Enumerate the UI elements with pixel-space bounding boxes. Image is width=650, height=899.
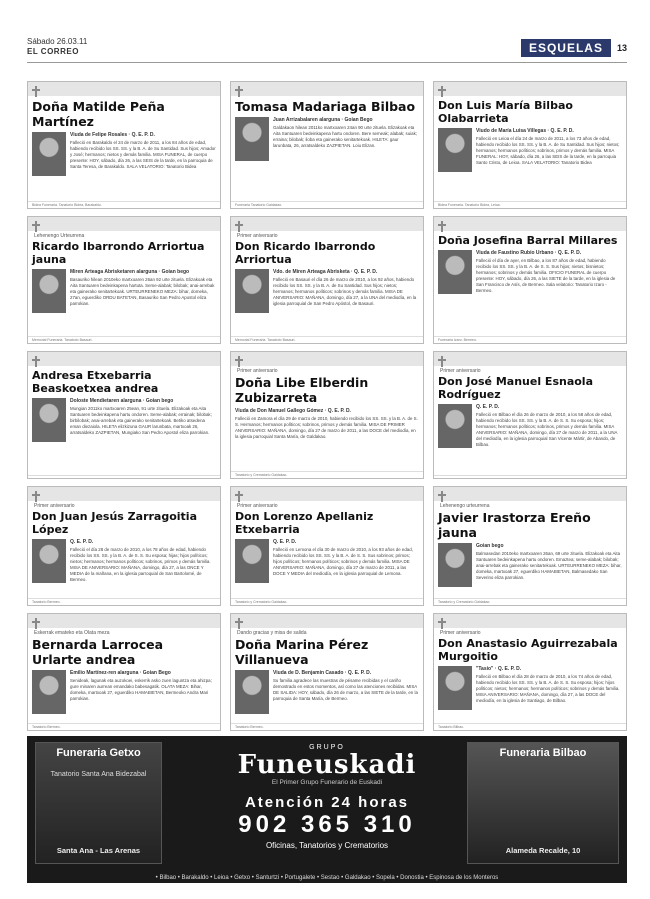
card-band	[231, 487, 423, 501]
card-role: Q. E. P. D.	[70, 539, 94, 545]
deceased-photo	[32, 132, 66, 176]
deceased-name: Ricardo Ibarrondo Arriortua jauna	[32, 240, 205, 266]
cross-icon	[438, 356, 446, 367]
deceased-photo	[235, 670, 269, 714]
deceased-name: Andresa Etxebarria Beaskoetxea andrea	[32, 369, 159, 395]
deceased-name: Tomasa Madariaga Bilbao	[235, 99, 416, 114]
cross-icon	[235, 86, 243, 97]
card-role: Viuda de D. Benjamín Casado · Q. E. P. D.	[273, 670, 372, 676]
header-left	[27, 37, 87, 57]
card-role: Viudo de María Luisa Villegas · Q. E. P. D.	[476, 128, 574, 134]
card-text: Galdakaon hilean 2011ko martxoaren 24an 90 urte zituela. Elizakoak eta Aita Santuaren bedeinkapena hartu ondoren. Bere semeak; alabak; suiak; erraina; bilobak; iloba eta gainerako senitartekoak. HILETA: gaur larunbata, 26, arratsaldeko ZAZPIETAN. Loiu Elizan.	[273, 125, 418, 148]
card-role: Viuda de Faustino Rubio Urbano · Q. E. P. D.	[476, 250, 582, 256]
card-footer: Bidea Funeraria. Tanatorio Bidea, Barakaldo.	[28, 201, 220, 208]
card-footer	[28, 475, 220, 478]
header-rule	[27, 62, 627, 63]
card-role: Doloste Mendietaren alarguna · Goian bego	[70, 398, 174, 404]
card-text: Falleció en Basauri el día 26 de marzo de 2010, a los 92 años, habiendo recibido los SS. SS. y la B. A. de Su Santidad. Sus hijos; nietos; hermanos; hermanos políticos; sobrinos y demás familia. MISA DE ANIVERSARIO: MAÑANA, domingo, día 27, a la UNA del mediodía, en la iglesia parroquial de San Pedro Apóstol, de Basauri.	[273, 277, 417, 306]
card-band	[231, 217, 423, 231]
card-role: Viuda de Felipe Rosales · Q. E. P. D.	[70, 132, 155, 138]
card-band	[231, 614, 423, 628]
header-right	[521, 39, 627, 57]
deceased-photo	[438, 543, 472, 587]
card-text: Mungian 2011ko martxoaren 25ean, 91 urte zituela. Elizakoak eta Aita Santuaren bedeinkapena hartu ondoren. Seme-alabak; errainak; bilobak; birbilobak; anai-arrebak eta gainerako senitartekoak. Betiko atsedena eman diezaiola. HILETA elizkizuna GAUR larunbata, martxoak 26, arratsaldeko ZAZPIETAN, Mungiako San Pedro Apostol eliza parrokian.	[70, 406, 212, 435]
deceased-name: Doña Marina Pérez Villanueva	[235, 637, 369, 667]
card-footer: Memorial Funeraria. Tanatorio Basauri.	[231, 336, 423, 343]
deceased-photo	[438, 666, 472, 710]
card-preheading: Primer aniversario	[440, 368, 481, 374]
phone-number: 902 365 310	[238, 811, 416, 838]
card-text: Falleció en Lemona el día 30 de marzo de 2010, a los 93 años de edad, habiendo recibido los SS. SS. y la B. A. de S. S. Sus sobrinos; primos; hijos políticos; hermanos políticos; sobrinos y demás familia. MISA DE ANIVERSARIO: MAÑANA, domingo, día 27 de marzo de 2011, a las DOCE Y MEDIA del mediodía, en la iglesia parroquial de Lemona.	[273, 547, 413, 576]
card-preheading: Primer aniversario	[34, 503, 75, 509]
ad-center	[177, 744, 477, 850]
card-preheading: Eskerrak emateko eta Olata meza	[34, 630, 110, 636]
getxo-building-photo	[35, 742, 162, 864]
cross-icon	[438, 618, 446, 629]
deceased-name: Don Juan Jesús Zarragoitia López	[32, 510, 197, 536]
card-footer: Memorial Funeraria. Tanatorio Basauri.	[28, 336, 220, 343]
card-footer: Bidea Funeraria. Tanatorio Bidea, Leioa.	[434, 201, 626, 208]
obituary-card	[433, 216, 627, 344]
card-text: Falleció en Bilbao el día 28 de marzo de 2010, a los 74 años de edad, habiendo recibido los SS. SS. y la B. A. de S. S. Su esposa; hijos; hijos políticos; nietos; hermanos; hermanos políticos; sobrinos y demás familia. MISA ANIVERSARIO: MAÑANA, domingo, día 27, a las DOCE del mediodía, en la iglesia de Santiago, de Bilbao.	[476, 674, 620, 703]
cross-icon	[438, 221, 446, 232]
funeral-advertisement	[27, 736, 627, 883]
card-footer: Funeraria Izaro. Bermeo.	[434, 336, 626, 343]
cross-icon	[32, 86, 40, 97]
deceased-name: Bernarda Larrocea Urlarte andrea	[32, 637, 164, 667]
obituary-card	[27, 613, 221, 731]
publication-name: EL CORREO	[27, 47, 79, 56]
bilbao-sign: Funeraria Bilbao	[499, 747, 587, 759]
cross-icon	[32, 491, 40, 502]
card-role: Viuda de Don Manuel Gallego Gómez · Q. E. P. D.	[235, 408, 351, 414]
obituary-card	[433, 351, 627, 479]
card-footer: Tanatorio y Crematorio Galdakao.	[231, 471, 423, 478]
card-band	[434, 352, 626, 366]
cross-icon	[438, 86, 446, 97]
card-footer: Tanatorio Bermeo.	[231, 723, 423, 730]
card-text: Su familia agradece las muestras de pésame recibidas y el cariño demostrado en estos momentos, así como las atenciones recibidas. MISA DE SALIDA: HOY, sábado, día 26 de marzo, a las SIETE de la tarde, en la parroquia de Santa María, de Bermeo.	[273, 678, 418, 701]
obituary-card	[433, 613, 627, 731]
card-band	[434, 614, 626, 628]
card-band	[231, 352, 423, 366]
obituary-card	[27, 486, 221, 606]
card-text: Falleció el día de ayer, en Bilbao, a los 87 años de edad, habiendo recibido los SS. SS. y la B. A. de S. S. Sus hijos; nietos; bisnietos; hermanos; sobrinos y demás familia. OFICIO FUNERAL de cuerpo presente: HOY, sábado, día 26, a las SIETE de la tarde, en la iglesia de San Francisco de Asís, de Bermeo. Sala velatorio: Tanatorio Izaro - Bermeo.	[476, 258, 616, 293]
obituary-card	[27, 81, 221, 209]
deceased-name: Doña Josefina Barral Millares	[438, 234, 618, 247]
card-footer: Tanatorio y Crematorio Galdakao.	[434, 598, 626, 605]
deceased-name: Don Anastasio Aguirrezabala Murgoitio	[438, 637, 618, 663]
deceased-photo	[32, 539, 66, 583]
cross-icon	[235, 491, 243, 502]
deceased-name: Doña Libe Elberdin Zubizarreta	[235, 375, 369, 405]
obituary-card	[230, 613, 424, 731]
card-text: Basauriko hilean 2010eko martxoaren 26an 92 urte zituela. Elizakoak eta Aita Santuaren bedeinkapena hartuta. Seme-alabak; bilobak; anai-arrebak eta gainerako senitartekoak. URTEURRENEKO MEZA: bihar, domeka, 27an, eguerdiko ORDU BATETAN, Basauriko San Pedro Apostol eliza parrokian.	[70, 277, 215, 306]
cities-list: • Bilbao • Barakaldo • Leioa • Getxo • Santurtzi • Portugalete • Sestao • Galdakao • Sopela • Donostia • Espinosa de los Monteros	[155, 875, 499, 881]
card-role: Emilio Martínez-ren alarguna · Goian Bego	[70, 670, 171, 676]
card-footer: Funeraria Tanatorio Galdakao.	[231, 201, 423, 208]
deceased-photo	[438, 128, 472, 172]
obituary-card	[27, 351, 221, 479]
card-band	[231, 82, 423, 96]
deceased-photo	[438, 404, 472, 448]
cross-icon	[235, 618, 243, 629]
deceased-photo	[32, 269, 66, 313]
obituary-card	[230, 216, 424, 344]
brand-logo: Funeuskadi	[237, 750, 417, 780]
card-band	[28, 614, 220, 628]
card-preheading: Primer aniversario	[237, 233, 278, 239]
getxo-subsign: Tanatorio Santa Ana Bidezabal	[50, 771, 147, 778]
card-text: Falleció en Barakaldo el 24 de marzo de 2011, a los 84 años de edad, habiendo recibido los SS. SS. y la B. A. de Su Santidad. Sus hijos; Amador y José; hermanos; nietos y demás familia. MISA FUNERAL, de cuerpo presente: HOY, sábado, día 26, a las SEIS de la tarde, en la parroquia de Santa Teresa, de Barakaldo. SALA VELATORIO: Tanatorio Bidea	[70, 140, 216, 169]
card-preheading: Primer aniversario	[237, 503, 278, 509]
section-badge: ESQUELAS	[521, 39, 611, 57]
card-band	[28, 352, 220, 366]
deceased-photo	[32, 670, 66, 714]
card-preheading: Lehenengo urteurrena	[440, 503, 490, 509]
deceased-name: Don Lorenzo Apellaniz Etxebarria	[235, 510, 374, 536]
deceased-photo	[32, 398, 66, 442]
cross-icon	[438, 491, 446, 502]
card-text: Falleció el día 28 de marzo de 2010, a los 78 años de edad, habiendo recibido los SS. SS. y la B. A. de S. S. Su esposa; hijas; hijos políticos; nietos; hermanos; hermanos políticos; sobrinos, primos y demás familia. MISA DE ANIVERSARIO: MAÑANA, domingo, día 27, a las ONCE Y MEDIA de la mañana, en la iglesia parroquial de San Bartolomé, de Bermeo.	[70, 547, 211, 582]
issue-date: Sábado 26.03.11	[27, 37, 88, 46]
deceased-name: Don José Manuel Esnaola Rodríguez	[438, 375, 593, 401]
card-footer	[434, 475, 626, 478]
obituary-card	[230, 81, 424, 209]
services-line: Oficinas, Tanatorios y Crematorios	[265, 841, 389, 850]
obituary-card	[433, 81, 627, 209]
card-band	[28, 217, 220, 231]
bilbao-building-photo	[467, 742, 619, 864]
bilbao-address: Alameda Recalde, 10	[505, 846, 581, 855]
deceased-photo	[235, 539, 269, 583]
getxo-address: Santa Ana - Las Arenas	[56, 846, 141, 855]
card-footer: Tanatorio Bilbao.	[434, 723, 626, 730]
card-footer: Tanatorio Bermeo.	[28, 598, 220, 605]
cross-icon	[32, 356, 40, 367]
card-text: Falleció en Bilbao el día 26 de marzo de 2010, a los 58 años de edad, habiendo recibido los SS. SS. y la B. A. de S. S. Su esposa; hijos; hermanos; hermanos políticos; sobrinos, primos y demás familia. MISA ANIVERSARIO: MAÑANA, domingo, día 27 de marzo de 2011, a la UNA del mediodía, en la iglesia parroquial San Vicente Mártir, de Abando, de Bilbao.	[476, 412, 618, 447]
card-band	[434, 82, 626, 96]
obituary-card	[230, 486, 424, 606]
deceased-name: Doña Matilde Peña Martínez	[32, 99, 165, 129]
deceased-name: Don Luis María Bilbao Olabarrieta	[438, 99, 573, 125]
card-role: Q. E. P. D.	[476, 404, 500, 410]
card-text: Falleció en Leioa el día 24 de marzo de 2011, a los 73 años de edad, habiendo recibido los SS. SS. y la B. A. de Su Santidad. Sus hijos; nietos; hermanos; hermanos políticos; sobrinos, primos y demás familia. MISA FUNERAL: HOY, sábado, día 26, a las SEIS de la tarde, en la parroquia Santo Cristo, de Leioa. SALA VELATORIO: Tanatorio Bidea	[476, 136, 620, 165]
deceased-name: Don Ricardo Ibarrondo Arriortua	[235, 240, 376, 266]
cross-icon	[32, 618, 40, 629]
cross-icon	[235, 221, 243, 232]
page-number: 13	[616, 43, 627, 53]
card-text: Balmasedan 2010eko martxoaren 26an, 69 urte zituela. Elizakoak eta Aita Santuaren bedeinkapena hartu ondoren. Emaztea; seme-alabak; bilobak; anai-arrebak eta gainerako senitartekoak. URTEURRENEKO MEZA: bihar, domeka, martxoak 27, eguerdiko HAMABIETAN, Balmasedako San Severino eliza parrokian.	[476, 551, 622, 580]
deceased-photo	[235, 269, 269, 313]
card-footer: Tanatorio Bermeo.	[28, 723, 220, 730]
card-preheading: Primer aniversario	[237, 368, 278, 374]
card-band	[28, 82, 220, 96]
card-band	[434, 487, 626, 501]
attention-hours: Atención 24 horas	[244, 794, 410, 811]
card-band	[434, 217, 626, 231]
card-band	[28, 487, 220, 501]
cross-icon	[235, 356, 243, 367]
getxo-sign: Funeraria Getxo	[56, 747, 141, 759]
card-preheading: Lehenengo Urteurrena	[34, 233, 85, 239]
brand-tagline: El Primer Grupo Funerario de Euskadi	[271, 779, 383, 786]
obituary-card	[433, 486, 627, 606]
card-preheading: Dando gracias y misa de salida	[237, 630, 307, 636]
deceased-photo	[438, 250, 472, 294]
page-header	[27, 37, 627, 59]
obituary-card	[230, 351, 424, 479]
card-preheading: Primer aniversario	[440, 630, 481, 636]
card-role: "Tasio" · Q. E. P. D.	[476, 666, 522, 672]
card-role: Juan Arrizabalaren alarguna · Goian Bego	[273, 117, 373, 123]
cross-icon	[32, 221, 40, 232]
card-role: Vdo. de Miren Arteaga Abrisketa · Q. E. P. D.	[273, 269, 378, 275]
deceased-name: Javier Irastorza Ereño jauna	[438, 510, 591, 540]
card-role: Miren Arteaga Abrisketaren alarguna · Goian bego	[70, 269, 190, 275]
group-label: GRUPO	[309, 744, 345, 751]
obituary-card	[27, 216, 221, 344]
deceased-photo	[235, 117, 269, 161]
card-text: Senideak, lagunak eta auzokoei, eskerrik asko zuen laguntza eta ahizpa; gure minaren aurrean emandako babesagatik. OLATA MEZA: Bihar, domeka, martxoak 27, eguerdiko HAMABIETAN, Bermeoko Andra Mari parrokian.	[70, 678, 212, 701]
card-text: Falleció en Zamora el día 29 de marzo de 2010, habiendo recibido los SS. SS. y la B. A. de S. S. Hermanos; hermanos políticos; sobrinos, primos y demás familia. MISA DE PRIMER ANIVERSARIO: MAÑANA, domingo, día 27 de marzo de 2011, a las DOCE del mediodía, en la iglesia parroquial Santa María, de Galdakao.	[235, 416, 418, 439]
card-footer: Tanatorio y Crematorio Galdakao.	[231, 598, 423, 605]
card-role: Q. E. P. D.	[273, 539, 297, 545]
card-role: Goian bego	[476, 543, 504, 549]
